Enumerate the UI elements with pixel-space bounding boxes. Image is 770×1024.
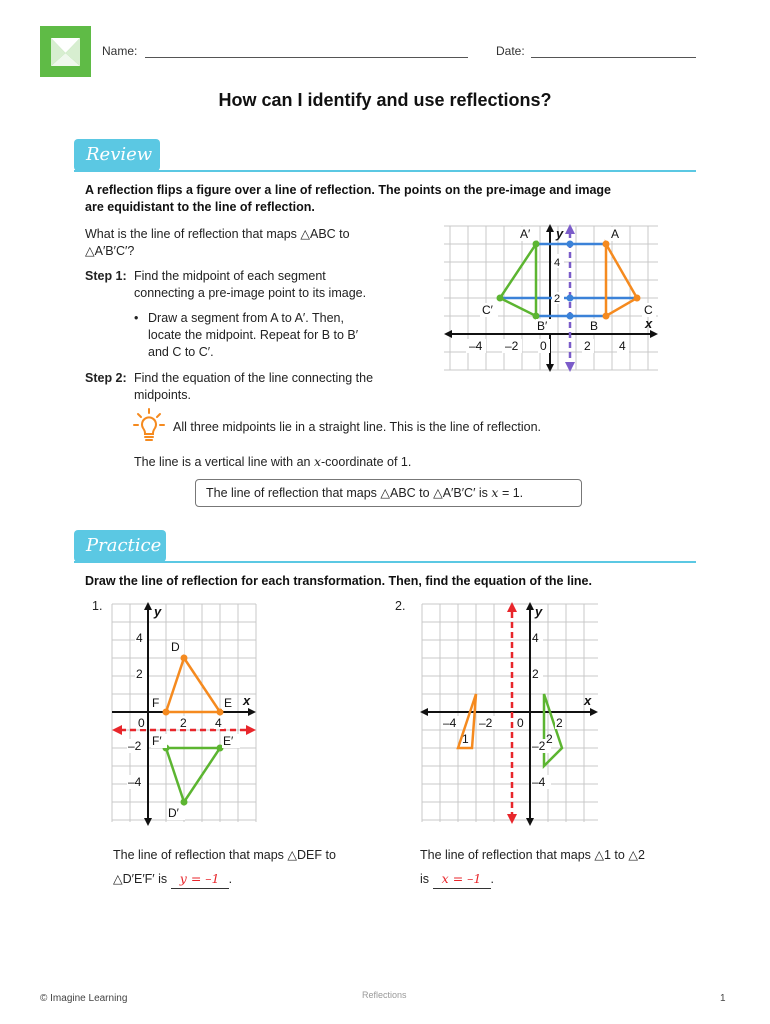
p1-y-tick-4: 4 <box>136 631 143 645</box>
review-question-2: △A′B′C′? <box>85 244 135 258</box>
p1-y-tick-neg2: –2 <box>128 739 142 753</box>
problem-2-answer: x = –1 <box>441 871 482 886</box>
page-title: How can I identify and use reflections? <box>218 90 552 110</box>
step1-label: Step 1: <box>85 269 127 283</box>
practice-instructions: Draw the line of reflection for each transformation. Then, find the equation of the line. <box>85 574 592 588</box>
review-intro-1: A reflection flips a figure over a line of reflection. The points on the pre-image and image <box>85 183 612 197</box>
step1-line2: connecting a pre-image point to its image. <box>134 286 367 300</box>
x-tick-0: 0 <box>540 339 547 353</box>
tip-text: All three midpoints lie in a straight line. This is the line of reflection. <box>173 420 542 434</box>
practice-2-graph <box>418 600 600 826</box>
label-C-prime: C′ <box>482 303 493 317</box>
x-tick-neg4: –4 <box>469 339 483 353</box>
problem-2-text-1: The line of reflection that maps △1 to △2 <box>420 848 645 862</box>
label-D: D <box>171 640 180 654</box>
p1-y-tick-neg4: –4 <box>128 775 142 789</box>
p2-y-axis-label: y <box>535 604 543 619</box>
p1-y-axis-label: y <box>154 604 162 619</box>
label-A-prime: A′ <box>520 227 531 241</box>
step2-line1: Find the equation of the line connecting the <box>134 371 374 385</box>
p1-y-tick-2: 2 <box>136 667 143 681</box>
name-line[interactable] <box>145 57 468 58</box>
problem-2-text-2: is x = –1 . <box>420 870 494 889</box>
page-number: 1 <box>720 993 726 1004</box>
p2-x-axis-label: x <box>584 693 592 708</box>
y-tick-4: 4 <box>554 257 561 269</box>
p2-y-tick-2: 2 <box>532 667 539 681</box>
date-line[interactable] <box>531 57 696 58</box>
problem-1-text-1: The line of reflection that maps △DEF to <box>113 848 336 862</box>
imagine-learning-logo <box>40 26 91 77</box>
label-F: F <box>152 696 160 710</box>
p1-x-tick-0: 0 <box>138 716 145 730</box>
name-label: Name: <box>102 44 138 58</box>
date-label: Date: <box>496 44 525 58</box>
footer-center: Reflections <box>362 990 407 1000</box>
problem-1-text-2: △D′E′F′ is y = –1 . <box>113 870 232 889</box>
label-A: A <box>611 227 620 241</box>
p2-x-tick-neg4: –4 <box>443 716 457 730</box>
bullet-line2: locate the midpoint. Repeat for B to B′ <box>148 328 359 342</box>
bullet-dot: • <box>134 311 139 325</box>
step1-line1: Find the midpoint of each segment <box>134 269 326 283</box>
review-graph <box>440 222 662 374</box>
y-tick-2: 2 <box>554 293 561 305</box>
step2-label: Step 2: <box>85 371 127 385</box>
problem-1-answer-blank[interactable] <box>171 870 229 889</box>
practice-1-graph <box>110 600 258 826</box>
footer-brand: © Imagine Learning <box>40 993 128 1004</box>
lightbulb-icon <box>133 408 165 444</box>
problem-2-answer-blank[interactable] <box>433 870 491 889</box>
problem-1-number: 1. <box>92 599 103 613</box>
label-E: E <box>224 696 233 710</box>
triangle-1-label: 1 <box>462 732 469 746</box>
practice-tag: Practice <box>74 530 166 562</box>
label-F-prime: F′ <box>152 734 162 748</box>
p2-y-tick-neg4: –4 <box>532 775 546 789</box>
step2-line2: midpoints. <box>134 388 191 402</box>
practice-divider <box>74 561 696 563</box>
p1-x-axis-label: x <box>243 693 251 708</box>
y-axis-label: y <box>556 226 564 241</box>
review-intro-2: are equidistant to the line of reflection. <box>85 200 315 214</box>
problem-1-answer: y = –1 <box>179 871 220 886</box>
review-tag: Review <box>74 139 160 171</box>
problem-2-number: 2. <box>395 599 406 613</box>
label-E-prime: E′ <box>223 734 234 748</box>
review-divider <box>74 170 696 172</box>
bullet-line1: Draw a segment from A to A′. Then, <box>148 311 344 325</box>
label-B-prime: B′ <box>537 319 548 333</box>
label-D-prime: D′ <box>168 806 179 820</box>
p2-y-tick-4: 4 <box>532 631 539 645</box>
bullet-line3: and C to C′. <box>148 345 214 359</box>
p2-x-tick-2: 2 <box>556 716 563 730</box>
x-axis-label: x <box>645 316 653 331</box>
p2-x-tick-neg2: –2 <box>479 716 493 730</box>
p2-x-tick-0: 0 <box>517 716 524 730</box>
conclusion-text: The line is a vertical line with an x-coordinate of 1. <box>134 454 412 469</box>
label-B: B <box>590 319 599 333</box>
review-question-1: What is the line of reflection that maps △ABC to <box>85 227 350 241</box>
label-C: C <box>644 303 653 317</box>
p2-y-tick-neg2: –2 <box>532 739 546 753</box>
x-tick-2: 2 <box>584 339 591 353</box>
x-tick-4: 4 <box>619 339 626 353</box>
x-tick-neg2: –2 <box>505 339 519 353</box>
triangle-2-label: 2 <box>546 732 553 746</box>
review-answer-box: The line of reflection that maps △ABC to △A′B′C′ is x = 1. <box>195 479 582 507</box>
p1-x-tick-2: 2 <box>180 716 187 730</box>
p1-x-tick-4: 4 <box>215 716 222 730</box>
